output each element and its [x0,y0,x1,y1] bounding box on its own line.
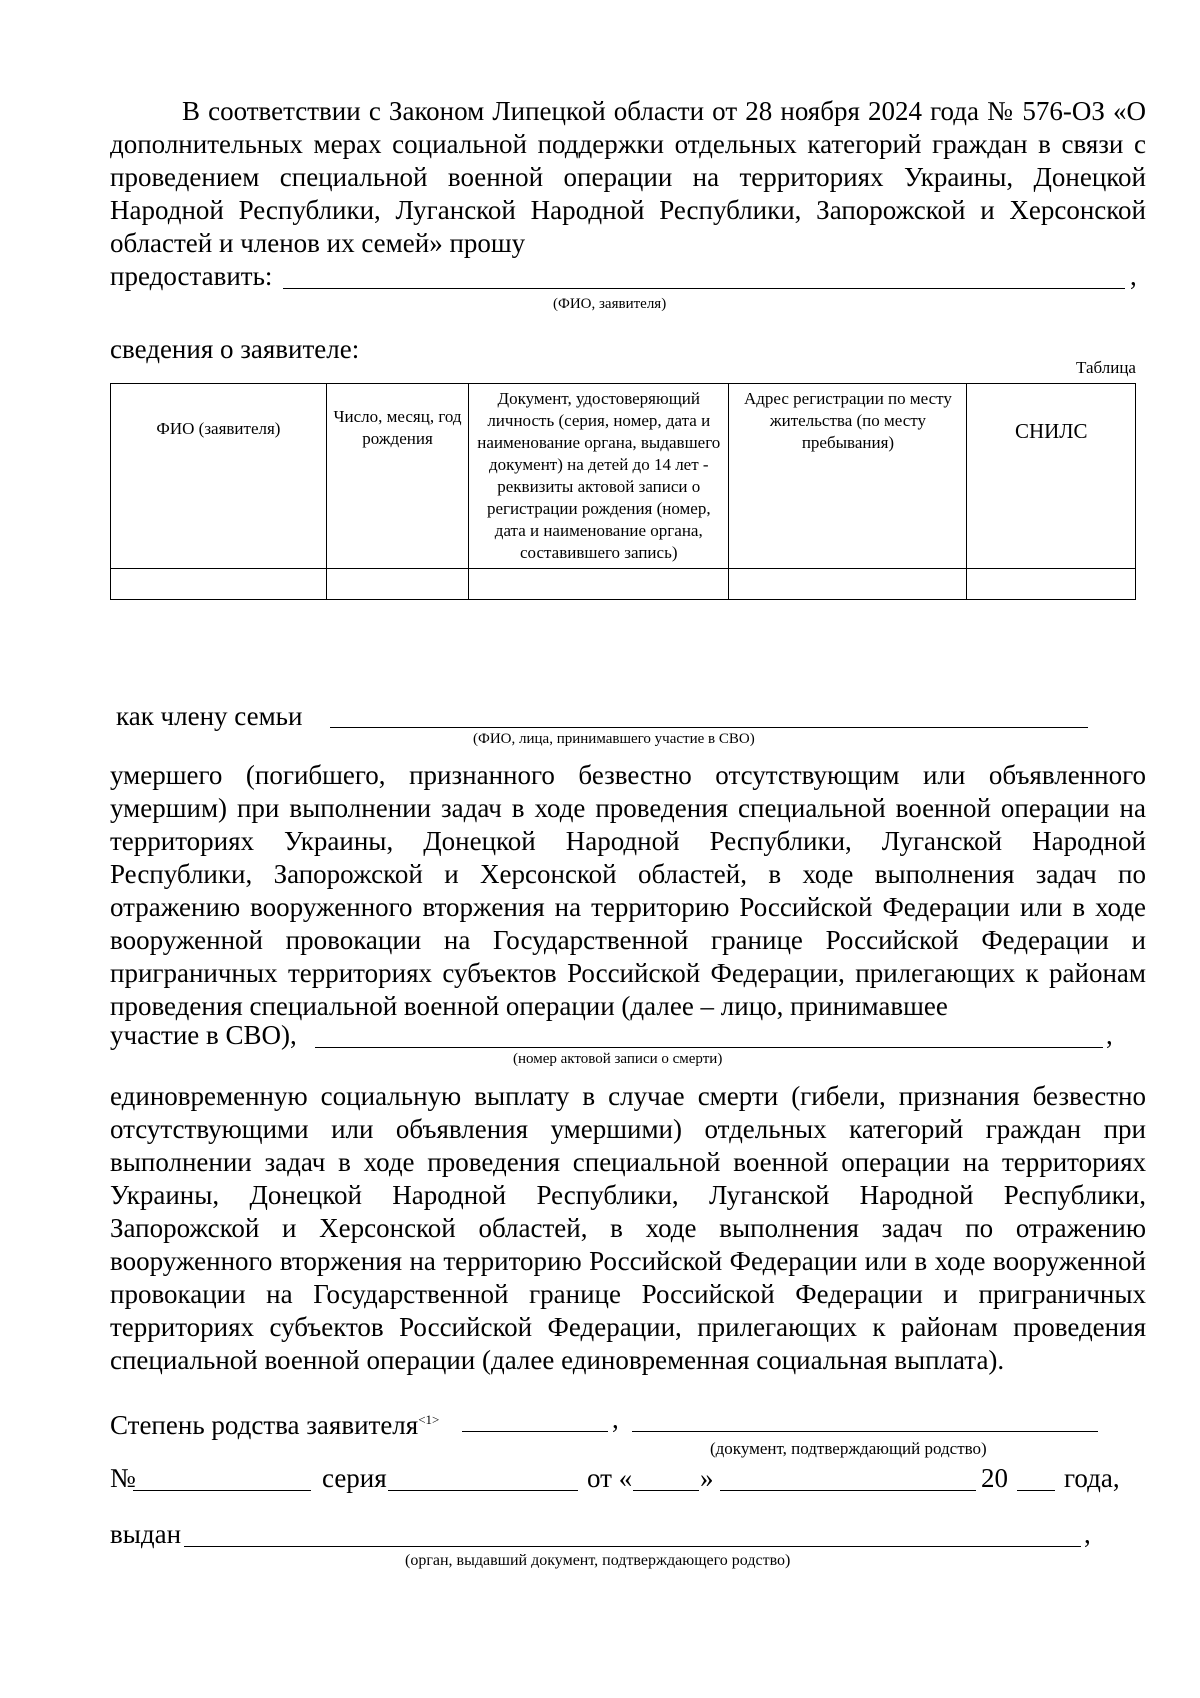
col-header-snils: СНИЛС [967,384,1136,569]
svo-person-caption: (ФИО, лица, принимавшего участие в СВО) [473,731,755,747]
family-body-text: умершего (погибшего, признанного безвестно отсутствующим или объявленного умершим) при выполнении задач в ходе проведения специальной военной операции на территориях Украины, Донецкой Народной Республики, Луганской Народной Республики, Запорожской и Херсонской областей, в ходе выполнения задач по отражению вооруженного вторжения на территорию Российской Федерации или в ходе вооруженной провокации на Государственной границе Российской Федерации и приграничных территориях субъектов Российской Федерации, прилегающих к районам проведения специальной военной операции (далее – лицо, принимавшее [110,760,1146,1021]
svo-participant-label: участие в СВО), [110,1020,297,1050]
payment-paragraph [110,1080,1146,1377]
col-header-birth-date: Число, месяц, год рождения [326,384,468,569]
intro-text: В соответствии с Законом Липецкой области от 28 ноября 2024 года № 576-ОЗ «О дополнительных мерах социальной поддержки отдельных категорий граждан в связи с проведением специальной военной операции на территориях Украины, Донецкой Народной Республики, Луганской Народной Республики, Запорожской и Херсонской областей и членов их семей» прошу [110,96,1146,258]
svo-person-name-field[interactable] [330,727,1088,728]
issued-by-caption: (орган, выдавший документ, подтверждающего родство) [405,1552,791,1569]
document-series-field[interactable] [388,1490,578,1491]
from-label: от « [587,1463,633,1493]
document-number-field[interactable] [133,1490,311,1491]
kinship-degree-field[interactable] [462,1431,608,1432]
number-label: № [110,1463,136,1493]
year-prefix: 20 [981,1463,1008,1493]
grant-label: предоставить: [110,261,273,291]
cell-identity-doc[interactable] [469,569,729,600]
applicant-table [110,383,1136,600]
quote-close: » [700,1463,714,1493]
issued-label: выдан [110,1519,182,1549]
kinship-document-caption: (документ, подтверждающий родство) [710,1439,987,1458]
kinship-label [110,1403,439,1442]
table-label: Таблица [1076,358,1136,377]
issued-by-field[interactable] [184,1546,1081,1547]
date-month-field[interactable] [720,1490,976,1491]
cell-snils[interactable] [967,569,1136,600]
series-label: серия [322,1463,387,1493]
date-year-field[interactable] [1017,1490,1055,1491]
family-paragraph [110,759,1146,1023]
table-header-row [111,384,1136,569]
death-record-field[interactable] [315,1047,1103,1048]
applicant-name-field[interactable] [283,288,1125,289]
table-row [111,569,1136,600]
col-header-identity-doc: Документ, удостоверяющий личность (серия, номер, дата и наименование органа, выдавшего документ) на детей до 14 лет - реквизиты актовой записи о регистрации рождения (номер, дата и наименование органа, составившего запись) [469,384,729,569]
family-label: как члену семьи [116,701,303,731]
date-day-field[interactable] [633,1490,699,1491]
comma: , [612,1404,619,1434]
cell-birth-date[interactable] [326,569,468,600]
col-header-address: Адрес регистрации по месту жительства (по месту пребывания) [729,384,967,569]
comma: , [1084,1519,1091,1549]
death-record-caption: (номер актовой записи о смерти) [513,1051,723,1067]
footnote-marker: <1> [418,1412,440,1427]
kinship-label-text: Степень родства заявителя [110,1410,419,1440]
applicant-heading: сведения о заявителе: [110,334,360,364]
year-suffix: года, [1064,1463,1120,1493]
payment-text: единовременную социальную выплату в случае смерти (гибели, признания безвестно отсутствующими или объявления умершими) отдельных категорий граждан при выполнении задач в ходе проведения специальной военной операции на территориях Украины, Донецкой Народной Республики, Луганской Народной Республики, Запорожской и Херсонской областей, в ходе выполнения задач по отражению вооруженного вторжения на территорию Российской Федерации или в ходе вооруженной провокации на Государственной границе Российской Федерации и приграничных территориях субъектов Российской Федерации, прилегающих к районам проведения специальной военной операции (далее единовременная социальная выплата). [110,1081,1146,1375]
intro-paragraph [110,95,1146,260]
kinship-document-field[interactable] [632,1431,1098,1432]
applicant-name-caption: (ФИО, заявителя) [553,296,667,312]
comma: , [1130,261,1137,291]
cell-address[interactable] [729,569,967,600]
comma: , [1106,1020,1113,1050]
cell-fio[interactable] [111,569,327,600]
col-header-fio: ФИО (заявителя) [111,384,327,569]
